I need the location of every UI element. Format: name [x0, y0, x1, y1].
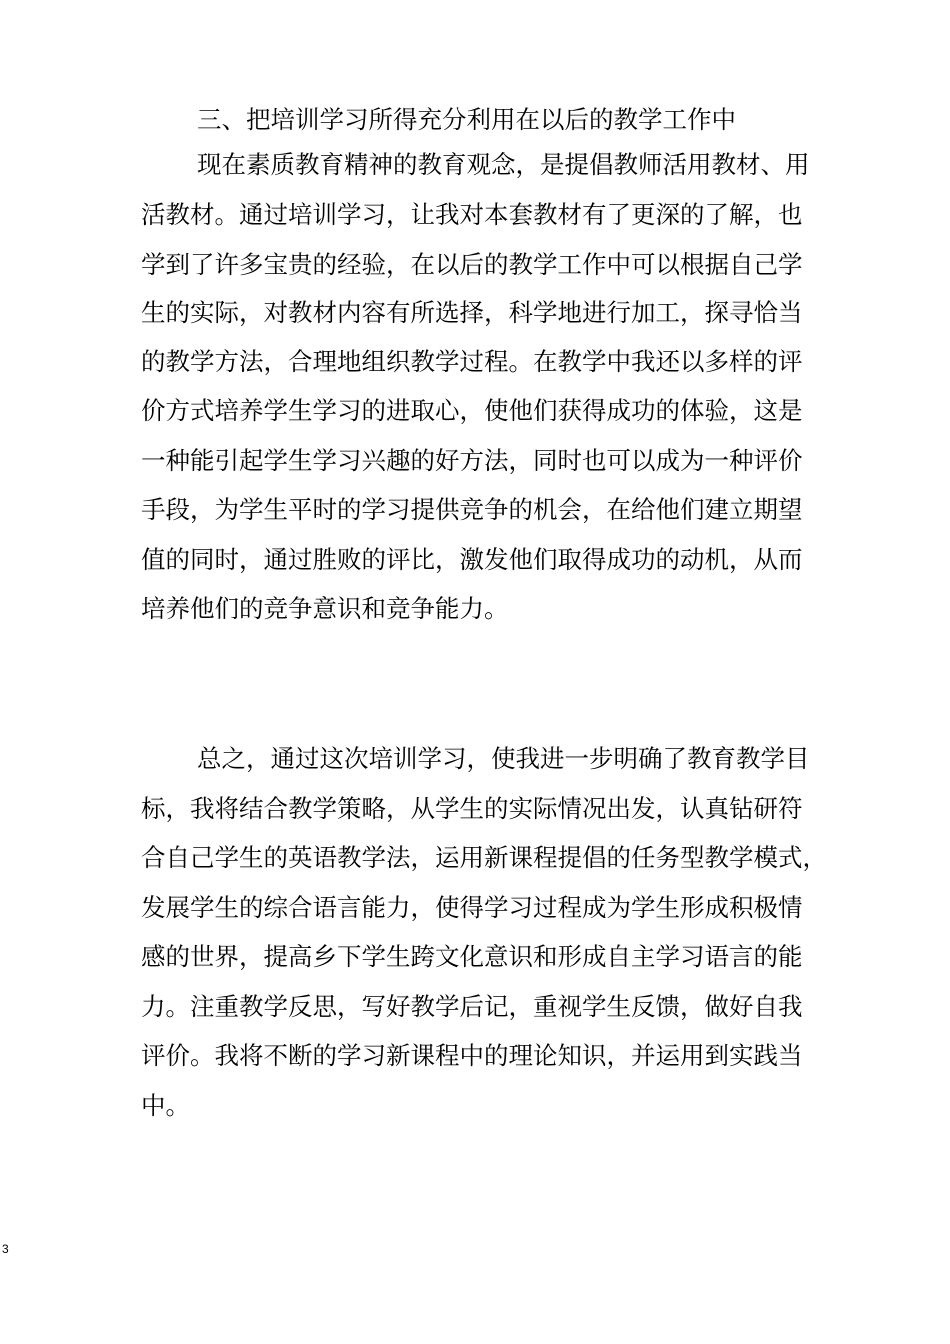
paragraph-line: 值的同时，通过胜败的评比，激发他们取得成功的动机，从而 [141, 545, 803, 574]
paragraph-line: 培养他们的竞争意识和竞争能力。 [141, 594, 509, 623]
paragraph-line: 感的世界，提高乡下学生跨文化意识和形成自主学习语言的能 [141, 942, 803, 971]
paragraph-line: 活教材。通过培训学习，让我对本套教材有了更深的了解，也 [141, 200, 803, 229]
paragraph-line: 生的实际，对教材内容有所选择，科学地进行加工，探寻恰当 [141, 298, 803, 327]
paragraph-line: 价方式培养学生学习的进取心，使他们获得成功的体验，这是 [141, 396, 803, 425]
paragraph-line: 总之，通过这次培训学习，使我进一步明确了教育教学目 [197, 744, 810, 773]
paragraph-line: 学到了许多宝贵的经验，在以后的教学工作中可以根据自己学 [141, 250, 803, 279]
paragraph-line: 发展学生的综合语言能力，使得学习过程成为学生形成积极情 [141, 893, 803, 922]
section-heading: 三、把培训学习所得充分利用在以后的教学工作中 [197, 105, 736, 134]
paragraph-line: 中。 [141, 1091, 190, 1120]
paragraph-line: 合自己学生的英语教学法，运用新课程提倡的任务型教学模式， [141, 843, 827, 872]
paragraph-line: 一种能引起学生学习兴趣的好方法，同时也可以成为一种评价 [141, 446, 803, 475]
paragraph-line: 现在素质教育精神的教育观念，是提倡教师活用教材、用 [197, 150, 810, 179]
paragraph-line: 的教学方法，合理地组织教学过程。在教学中我还以多样的评 [141, 347, 803, 376]
paragraph-line: 力。注重教学反思，写好教学后记，重视学生反馈，做好自我 [141, 992, 803, 1021]
paragraph-line: 标，我将结合教学策略，从学生的实际情况出发，认真钻研符 [141, 794, 803, 823]
page-number: 3 [2, 1242, 9, 1256]
paragraph-line: 评价。我将不断的学习新课程中的理论知识，并运用到实践当 [141, 1041, 803, 1070]
paragraph-line: 手段，为学生平时的学习提供竞争的机会，在给他们建立期望 [141, 495, 803, 524]
